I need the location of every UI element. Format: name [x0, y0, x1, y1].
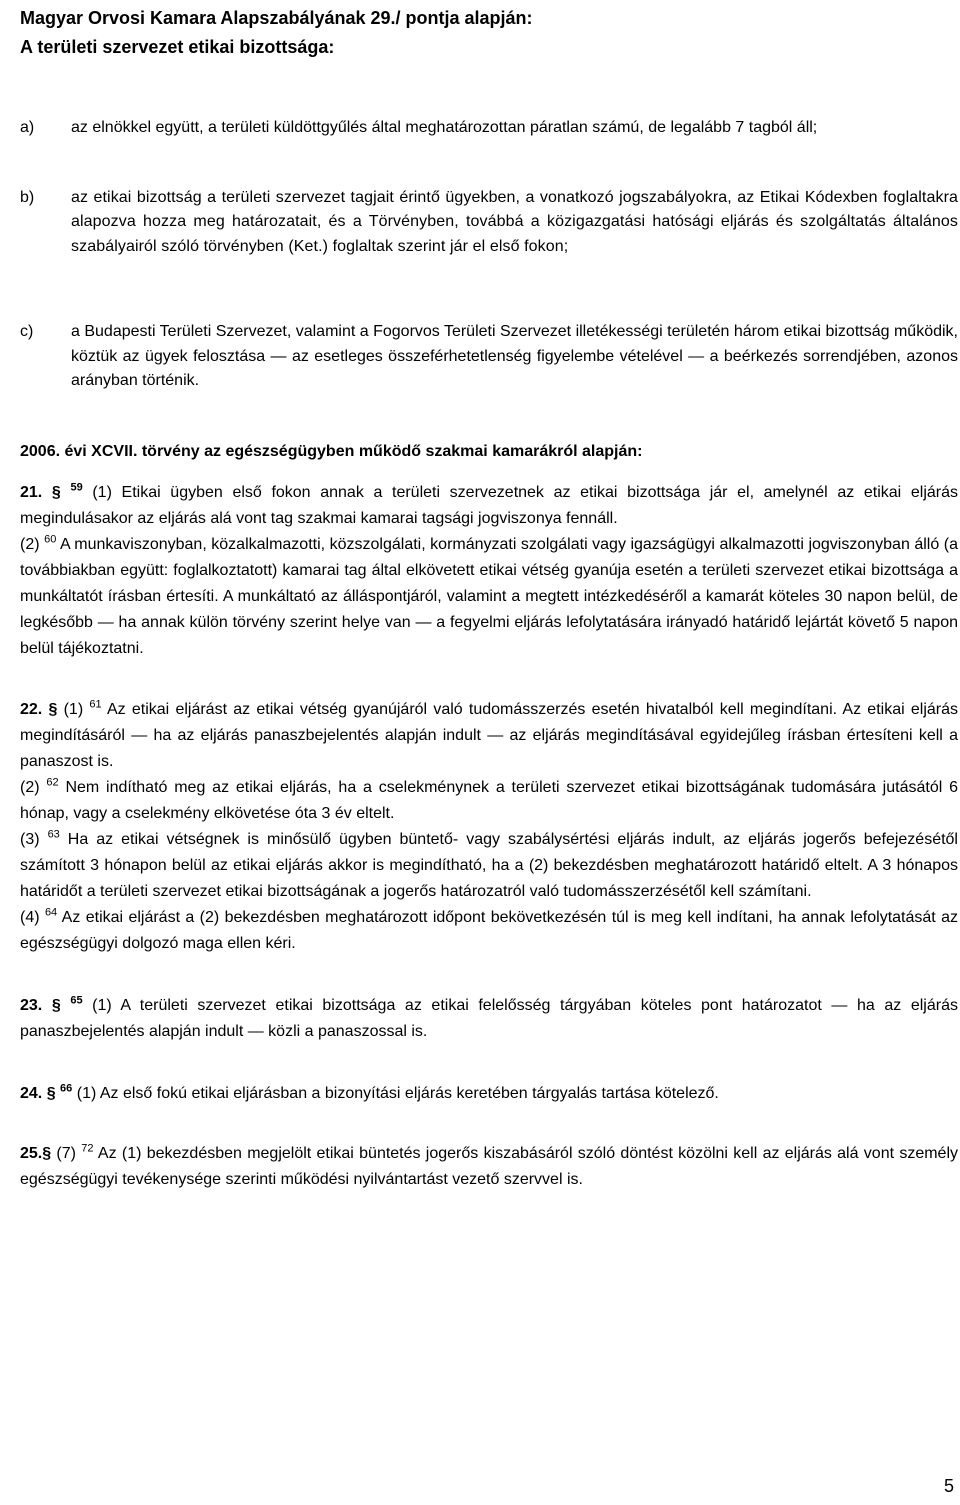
paragraph-label: (1) [57, 700, 84, 718]
list-marker: b) [20, 188, 35, 206]
section-text: (1) A területi szervezet etikai bizottsága az etikai felelősség tárgyában köteles pont határozatot — ha az eljárás panaszbejelentés alapján indult — közli a panaszossal is. [20, 996, 958, 1040]
paragraph-label: (2) [20, 778, 40, 796]
section-22 [20, 697, 958, 957]
section-number: 25.§ [20, 1144, 52, 1162]
section-text: Az etikai eljárást a (2) bekezdésben meghatározott időpont bekövetkezésén túl is meg kell indítani, ha annak lefolytatását az egészségügyi dolgozó maga ellen kéri. [20, 908, 958, 952]
footnote-ref: 59 [70, 481, 83, 494]
law-heading: 2006. évi XCVII. törvény az egészségügyben működő szakmai kamarákról alapján: [20, 442, 643, 460]
list-item-c [20, 320, 958, 394]
section-text: Az (1) bekezdésben megjelölt etikai büntetés jogerős kiszabásáról szóló döntést közölni kell az eljárás alá vont személy egészségügyi tevékenysége szerinti működési nyilvántartást vezető szervvel is. [20, 1144, 959, 1188]
section-text: (1) Az első fokú etikai eljárásban a bizonyítási eljárás keretében tárgyalás tartása kötelező. [72, 1084, 719, 1102]
footnote-ref: 72 [81, 1142, 94, 1155]
section-text: (1) Etikai ügyben első fokon annak a területi szervezetnek az etikai bizottsága jár el, amelynél az etikai eljárás megindulásakor az eljárás alá vont tag szakmai kamarai tagsági jogviszonya fennáll. [20, 483, 959, 527]
paragraph-label: (4) [20, 908, 40, 926]
section-text: Nem indítható meg az etikai eljárás, ha a cselekménynek a területi szervezet etikai bizottságának tudomására jutásától 6 hónap, vagy a cselekmény elkövetése óta 3 év eltelt. [20, 778, 958, 822]
document-title: Magyar Orvosi Kamara Alapszabályának 29./ pontja alapján: [20, 8, 533, 28]
list-item-a [20, 116, 958, 141]
page-number: 5 [943, 1476, 954, 1496]
section-number: 22. § [20, 700, 58, 718]
section-25 [20, 1141, 958, 1193]
footnote-ref: 63 [47, 828, 60, 841]
document-subtitle: A területi szervezet etikai bizottsága: [20, 37, 335, 57]
section-number: 21. § [20, 483, 61, 501]
paragraph-label: (3) [20, 830, 40, 848]
list-item-b [20, 186, 958, 260]
list-text: a Budapesti Területi Szervezet, valamint a Fogorvos Területi Szervezet illetékességi területén három etikai bizottság működik, köztük az ügyek felosztása — az esetleges összeférhetetlenség figyelembe vételével — a beérkezés sorrendjében, azonos arányban történik. [71, 323, 958, 389]
list-text: az etikai bizottság a területi szervezet tagjait érintő ügyekben, a vonatkozó jogszabályokra, az Etikai Kódexben foglaltakra alapozva hozza meg határozatait, és a Törvényben, továbbá a közigazgatási hatósági eljárás és szolgáltatás általános szabályairól szóló törvényben (Ket.) foglaltak szerint jár el első fokon; [71, 188, 958, 255]
paragraph-label: (2) [20, 535, 40, 553]
section-23 [20, 993, 958, 1045]
document-page [20, 0, 958, 1505]
section-24 [20, 1081, 958, 1107]
list-text: az elnökkel együtt, a területi küldöttgyűlés által meghatározottan páratlan számú, de legalább 7 tagból áll; [71, 119, 818, 136]
footnote-ref: 66 [60, 1082, 73, 1095]
list-marker: a) [20, 119, 35, 136]
footnote-ref: 65 [70, 994, 83, 1007]
section-text: Az etikai eljárást az etikai vétség gyanújáról való tudomásszerzés esetén hivatalból kell megindítani. Az etikai eljárás megindításáról — ha az eljárás panaszbejelentés alapján indult — az eljárás megindításával egyidejűleg írásban értesíteni kell a panaszost is. [20, 700, 959, 770]
paragraph-label: (7) [51, 1144, 76, 1162]
section-number: 24. § [20, 1084, 56, 1102]
footnote-ref: 61 [89, 698, 102, 711]
footnote-ref: 62 [46, 776, 59, 789]
footnote-ref: 60 [44, 533, 57, 546]
section-text: A munkaviszonyban, közalkalmazotti, közszolgálati, kormányzati szolgálati vagy igazságügyi alkalmazotti jogviszonyban álló (a továbbiakban együtt: foglalkoztatott) kamarai tag által elkövetett etikai vétség gyanúja esetén a területi szervezet etikai bizottsága a munkáltatót írásban értesíti. A munkáltató az álláspontjáról, valamint a megtett intézkedéséről a kamarát köteles 30 napon belül, de legkésőbb — ha annak külön törvény szerint helye van — a fegyelmi eljárás lefolytatására irányadó határidő lejártát követő 5 napon belül tájékoztatni. [20, 535, 958, 657]
section-21 [20, 480, 958, 662]
section-text: Ha az etikai vétségnek is minősülő ügyben büntető- vagy szabálysértési eljárás indult, az eljárás jogerős befejezésétől számított 3 hónapon belül az etikai eljárás akkor is megindítható, ha a (2) bekezdésben meghatározott határidő eltelt. A 3 hónapos határidőt a területi szervezet etikai bizottságának a jogerős határozatról való tudomásszerzésétől kell számítani. [20, 830, 958, 900]
list-marker: c) [20, 323, 34, 340]
section-number: 23. § [20, 996, 61, 1014]
footnote-ref: 64 [44, 906, 58, 919]
